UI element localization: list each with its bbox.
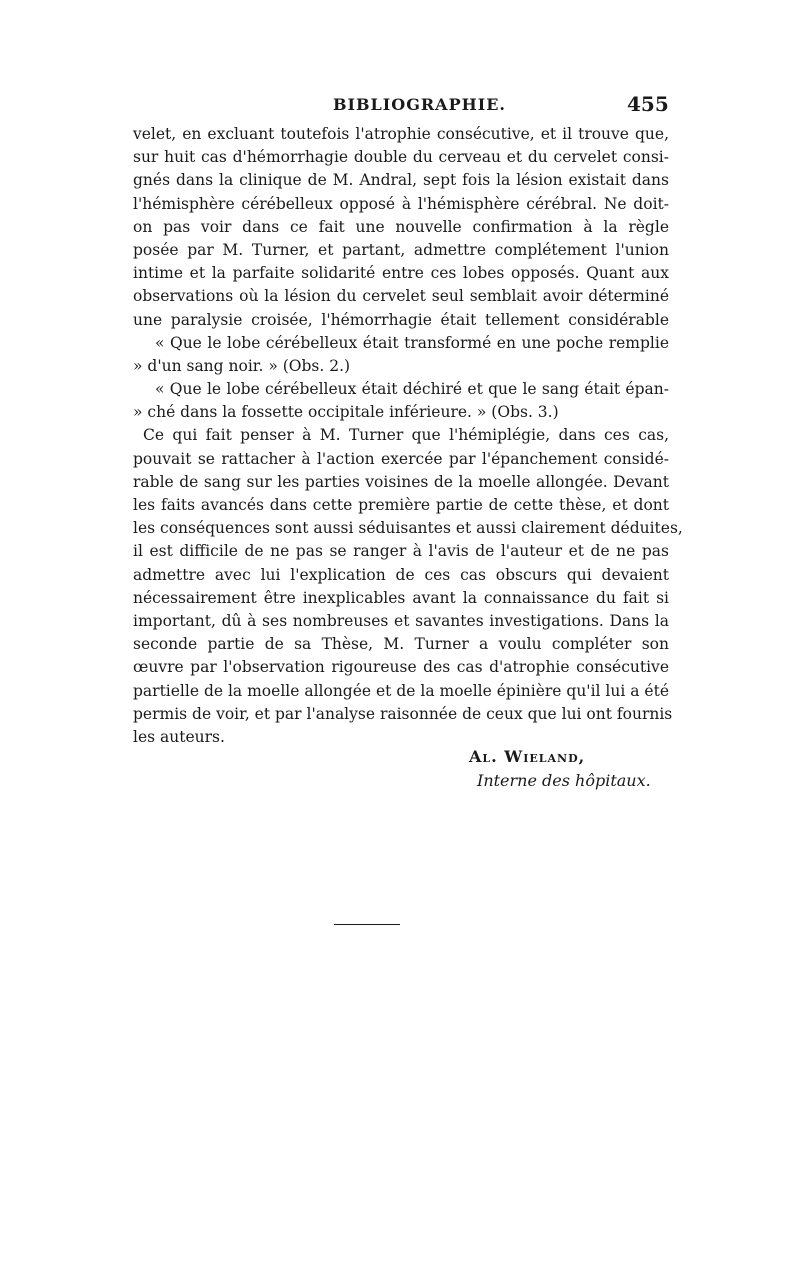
author-title: Interne des hôpitaux. (477, 771, 651, 790)
text-line: Ce qui fait penser à M. Turner que l'hémiplégie, dans ces cas, (143, 426, 669, 445)
text-line: rable de sang sur les parties voisines de la moelle allongée. Devant (133, 472, 669, 491)
author-name: Al. Wieland, (469, 747, 586, 766)
text-line: une paralysie croisée, l'hémorrhagie était tellement considérable (133, 310, 669, 329)
quote-line: « Que le lobe cérébelleux était déchiré et que le sang était épan- (155, 380, 669, 399)
end-rule (334, 924, 400, 925)
text-line: œuvre par l'observation rigoureuse des cas d'atrophie consécutive (133, 658, 669, 677)
text-line: les faits avancés dans cette première partie de cette thèse, et dont (133, 496, 669, 514)
signature (469, 745, 651, 793)
text-line: gnés dans la clinique de M. Andral, sept fois la lésion existait dans (133, 171, 669, 190)
quote-line: « Que le lobe cérébelleux était transformé en une poche remplie (155, 333, 669, 352)
text-line: intime et la parfaite solidarité entre ces lobes opposés. Quant aux (133, 264, 669, 283)
text-line: les conséquences sont aussi séduisantes et aussi clairement déduites, (133, 519, 683, 538)
page-number: 455 (627, 92, 669, 116)
text-line: sur huit cas d'hémorrhagie double du cerveau et du cervelet consi- (133, 148, 669, 167)
text-line: seconde partie de sa Thèse, M. Turner a voulu compléter son (133, 635, 669, 654)
text-line: l'hémisphère cérébelleux opposé à l'hémisphère cérébral. Ne doit- (133, 194, 669, 213)
text-line: nécessairement être inexplicables avant la connaissance du fait si (133, 588, 669, 607)
text-line: les auteurs. (133, 727, 225, 746)
running-header: BIBLIOGRAPHIE. (333, 95, 506, 114)
text-line: velet, en excluant toutefois l'atrophie consécutive, et il trouve que, (133, 125, 669, 143)
text-line: observations où la lésion du cervelet seul semblait avoir déterminé (133, 287, 669, 306)
text-line: pouvait se rattacher à l'action exercée par l'épanchement considé- (133, 449, 669, 468)
text-line: posée par M. Turner, et partant, admettre complétement l'union (133, 240, 669, 259)
text-line: on pas voir dans ce fait une nouvelle confirmation à la règle (133, 217, 669, 236)
text-line: partielle de la moelle allongée et de la moelle épinière qu'il lui a été (133, 681, 669, 700)
text-line: important, dû à ses nombreuses et savantes investigations. Dans la (133, 611, 669, 630)
quote-line: » d'un sang noir. » (Obs. 2.) (133, 356, 351, 375)
text-line: permis de voir, et par l'analyse raisonnée de ceux que lui ont fournis (133, 704, 673, 723)
body-text (133, 123, 683, 749)
text-line: il est difficile de ne pas se ranger à l'avis de l'auteur et de ne pas (133, 542, 669, 561)
text-line: admettre avec lui l'explication de ces cas obscurs qui devaient (133, 565, 669, 584)
quote-line: » ché dans la fossette occipitale inférieure. » (Obs. 3.) (133, 403, 559, 422)
